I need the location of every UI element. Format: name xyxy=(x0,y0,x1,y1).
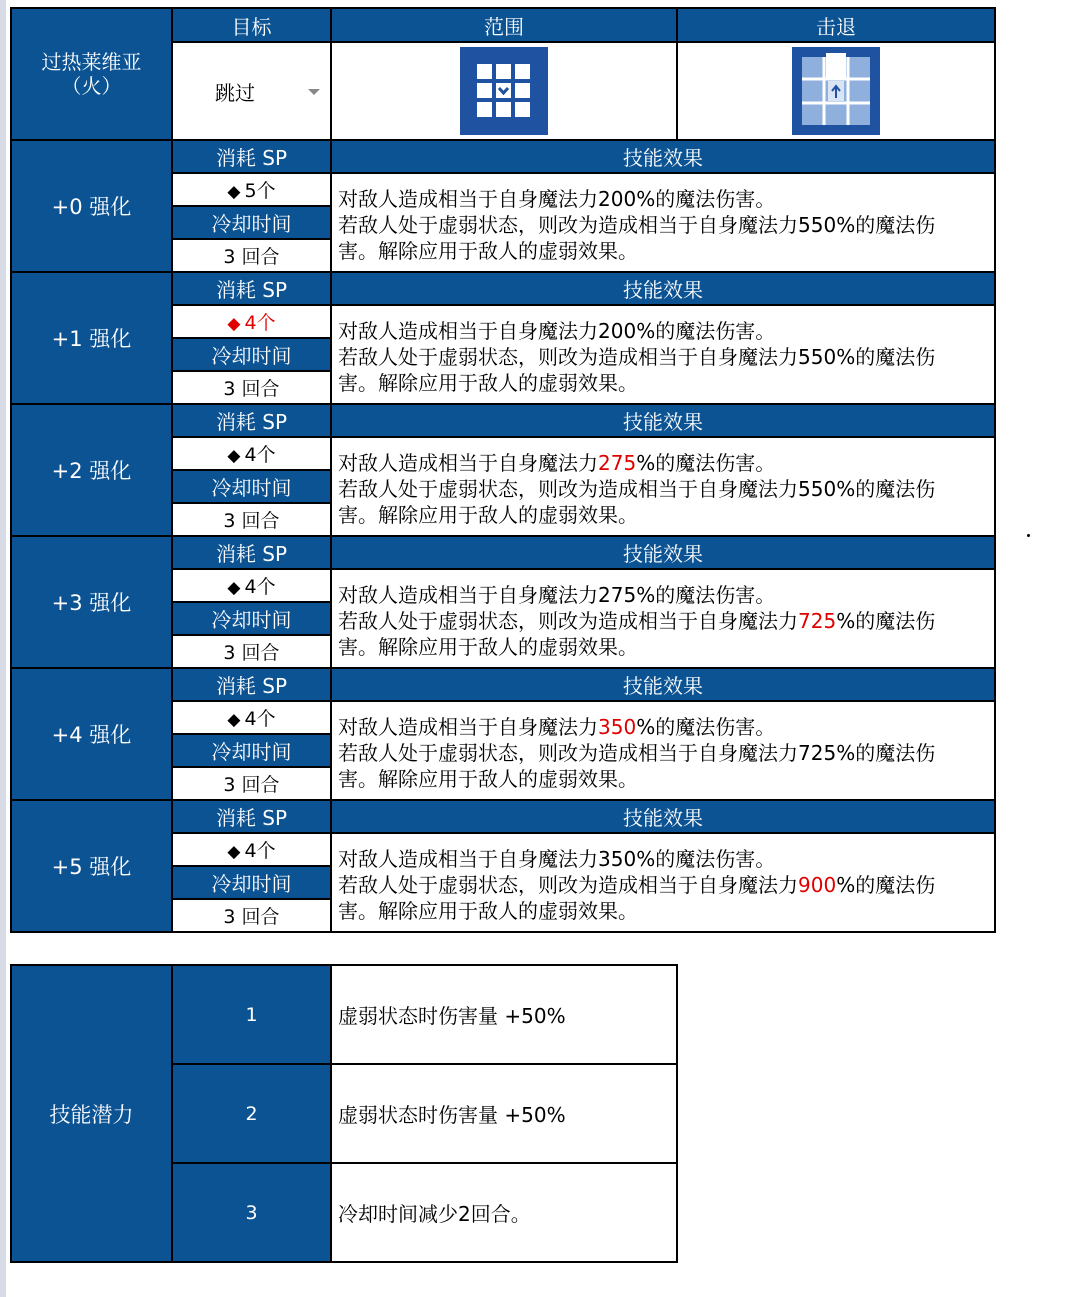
effect-line-3: 害。解除应用于敌人的虚弱效果。 xyxy=(338,898,638,923)
sp-header: 消耗 SP xyxy=(172,800,331,833)
diamond-icon: ◆ xyxy=(227,314,241,334)
effect-text-part: 若敌人处于虚弱状态，则改为造成相当于自身魔法力 xyxy=(338,740,798,765)
cooldown-value: 3 回合 xyxy=(172,767,331,800)
effect-text-part: %的魔法伤 xyxy=(836,212,936,237)
effect-line-1 xyxy=(338,846,988,872)
cooldown-header: 冷却时间 xyxy=(172,866,331,899)
left-edge-bar xyxy=(0,0,6,1297)
potential-number: 1 xyxy=(172,965,331,1064)
effect-text xyxy=(331,305,995,404)
effect-text-part: 对敌人造成相当于自身魔法力 xyxy=(338,846,598,871)
level-name: +3 强化 xyxy=(11,536,172,668)
level-name: +0 强化 xyxy=(11,140,172,272)
effect-text xyxy=(331,833,995,932)
effect-line-3: 害。解除应用于敌人的虚弱效果。 xyxy=(338,238,638,263)
effect-header: 技能效果 xyxy=(331,800,995,833)
cooldown-header: 冷却时间 xyxy=(172,734,331,767)
knockback-icon-cell xyxy=(677,42,995,140)
sp-value: 4个 xyxy=(244,708,276,730)
potential-title: 技能潜力 xyxy=(11,965,172,1262)
effect-line-2 xyxy=(338,608,988,634)
cooldown-value: 3 回合 xyxy=(172,239,331,272)
effect-value: 725 xyxy=(798,740,837,765)
effect-text-part: 若敌人处于虚弱状态，则改为造成相当于自身魔法力 xyxy=(338,344,798,369)
diamond-icon: ◆ xyxy=(227,446,241,466)
cooldown-header: 冷却时间 xyxy=(172,602,331,635)
effect-line-1 xyxy=(338,450,988,476)
effect-text-part: 对敌人造成相当于自身魔法力 xyxy=(338,582,598,607)
effect-text-part: %的魔法伤 xyxy=(836,344,936,369)
diamond-icon: ◆ xyxy=(227,710,241,730)
cooldown-header: 冷却时间 xyxy=(172,470,331,503)
potential-text: 虚弱状态时伤害量 +50% xyxy=(331,1064,677,1163)
sp-cost xyxy=(172,173,331,206)
cooldown-value: 3 回合 xyxy=(172,371,331,404)
chevron-down-icon[interactable] xyxy=(308,89,320,95)
sp-value: 4个 xyxy=(244,840,276,862)
cooldown-header: 冷却时间 xyxy=(172,338,331,371)
diamond-icon: ◆ xyxy=(227,182,241,202)
effect-text-part: %的魔法伤害。 xyxy=(636,582,776,607)
grid-range-icon xyxy=(460,47,548,135)
level-name: +4 强化 xyxy=(11,668,172,800)
sp-value: 4个 xyxy=(244,576,276,598)
skill-name: 过热莱维亚 （火） xyxy=(41,50,142,98)
sp-cost xyxy=(172,701,331,734)
effect-text-part: 对敌人造成相当于自身魔法力 xyxy=(338,714,598,739)
effect-text-part: 对敌人造成相当于自身魔法力 xyxy=(338,186,598,211)
effect-text-part: 若敌人处于虚弱状态，则改为造成相当于自身魔法力 xyxy=(338,476,798,501)
effect-text-part: %的魔法伤 xyxy=(836,872,936,897)
level-name: +1 强化 xyxy=(11,272,172,404)
effect-text xyxy=(331,173,995,272)
level-name: +5 强化 xyxy=(11,800,172,932)
range-icon-cell xyxy=(331,42,677,140)
effect-text-part: %的魔法伤害。 xyxy=(636,846,776,871)
skill-table xyxy=(10,7,996,933)
effect-header: 技能效果 xyxy=(331,272,995,305)
stray-dot xyxy=(1027,534,1030,537)
potential-number: 2 xyxy=(172,1064,331,1163)
effect-line-2 xyxy=(338,212,988,238)
effect-value: 275 xyxy=(598,450,637,475)
effect-value: 350 xyxy=(598,714,637,739)
effect-text-part: %的魔法伤 xyxy=(836,476,936,501)
diamond-icon: ◆ xyxy=(227,842,241,862)
cooldown-header: 冷却时间 xyxy=(172,206,331,239)
effect-text-part: 若敌人处于虚弱状态，则改为造成相当于自身魔法力 xyxy=(338,872,798,897)
target-dropdown-value: 跳过 xyxy=(215,80,255,105)
sp-header: 消耗 SP xyxy=(172,272,331,305)
effect-line-2 xyxy=(338,740,988,766)
effect-value: 200 xyxy=(598,318,637,343)
sp-header: 消耗 SP xyxy=(172,536,331,569)
sp-value: 5个 xyxy=(244,180,276,202)
sp-value: 4个 xyxy=(244,312,276,334)
skill-name-cell xyxy=(11,8,172,140)
effect-text-part: %的魔法伤害。 xyxy=(636,450,776,475)
effect-text-part: 若敌人处于虚弱状态，则改为造成相当于自身魔法力 xyxy=(338,212,798,237)
effect-header: 技能效果 xyxy=(331,668,995,701)
effect-line-2 xyxy=(338,476,988,502)
effect-text-part: 对敌人造成相当于自身魔法力 xyxy=(338,450,598,475)
effect-text xyxy=(331,569,995,668)
cooldown-value: 3 回合 xyxy=(172,635,331,668)
effect-value: 550 xyxy=(798,212,837,237)
level-name: +2 强化 xyxy=(11,404,172,536)
cooldown-value: 3 回合 xyxy=(172,503,331,536)
effect-text-part: %的魔法伤 xyxy=(836,740,936,765)
effect-line-1 xyxy=(338,582,988,608)
knockback-header: 击退 xyxy=(677,8,995,42)
effect-text-part: 若敌人处于虚弱状态，则改为造成相当于自身魔法力 xyxy=(338,608,798,633)
effect-value: 725 xyxy=(798,608,837,633)
potential-table xyxy=(10,964,678,1263)
sp-header: 消耗 SP xyxy=(172,140,331,173)
effect-line-2 xyxy=(338,872,988,898)
effect-header: 技能效果 xyxy=(331,404,995,437)
effect-text xyxy=(331,701,995,800)
effect-line-2 xyxy=(338,344,988,370)
sp-value: 4个 xyxy=(244,444,276,466)
target-dropdown[interactable] xyxy=(173,43,330,139)
target-dropdown-cell[interactable] xyxy=(172,42,331,140)
effect-value: 275 xyxy=(598,582,637,607)
effect-text-part: %的魔法伤害。 xyxy=(636,714,776,739)
effect-line-1 xyxy=(338,186,988,212)
effect-value: 200 xyxy=(598,186,637,211)
target-header: 目标 xyxy=(172,8,331,42)
knockback-grid-icon xyxy=(792,47,880,135)
diamond-icon: ◆ xyxy=(227,578,241,598)
effect-line-3: 害。解除应用于敌人的虚弱效果。 xyxy=(338,502,638,527)
effect-line-1 xyxy=(338,318,988,344)
effect-line-1 xyxy=(338,714,988,740)
sp-cost xyxy=(172,437,331,470)
sp-header: 消耗 SP xyxy=(172,668,331,701)
effect-header: 技能效果 xyxy=(331,536,995,569)
effect-line-3: 害。解除应用于敌人的虚弱效果。 xyxy=(338,766,638,791)
effect-value: 900 xyxy=(798,872,837,897)
effect-line-3: 害。解除应用于敌人的虚弱效果。 xyxy=(338,370,638,395)
effect-text-part: %的魔法伤害。 xyxy=(636,186,776,211)
effect-text-part: %的魔法伤 xyxy=(836,608,936,633)
range-header: 范围 xyxy=(331,8,677,42)
potential-text: 虚弱状态时伤害量 +50% xyxy=(331,965,677,1064)
potential-row xyxy=(11,965,677,1064)
effect-value: 550 xyxy=(798,476,837,501)
effect-text-part: 对敌人造成相当于自身魔法力 xyxy=(338,318,598,343)
sp-header: 消耗 SP xyxy=(172,404,331,437)
sp-cost xyxy=(172,305,331,338)
potential-number: 3 xyxy=(172,1163,331,1262)
effect-value: 550 xyxy=(798,344,837,369)
effect-text xyxy=(331,437,995,536)
effect-value: 350 xyxy=(598,846,637,871)
cooldown-value: 3 回合 xyxy=(172,899,331,932)
sp-cost xyxy=(172,569,331,602)
potential-text: 冷却时间减少2回合。 xyxy=(331,1163,677,1262)
effect-header: 技能效果 xyxy=(331,140,995,173)
effect-text-part: %的魔法伤害。 xyxy=(636,318,776,343)
sp-cost xyxy=(172,833,331,866)
effect-line-3: 害。解除应用于敌人的虚弱效果。 xyxy=(338,634,638,659)
